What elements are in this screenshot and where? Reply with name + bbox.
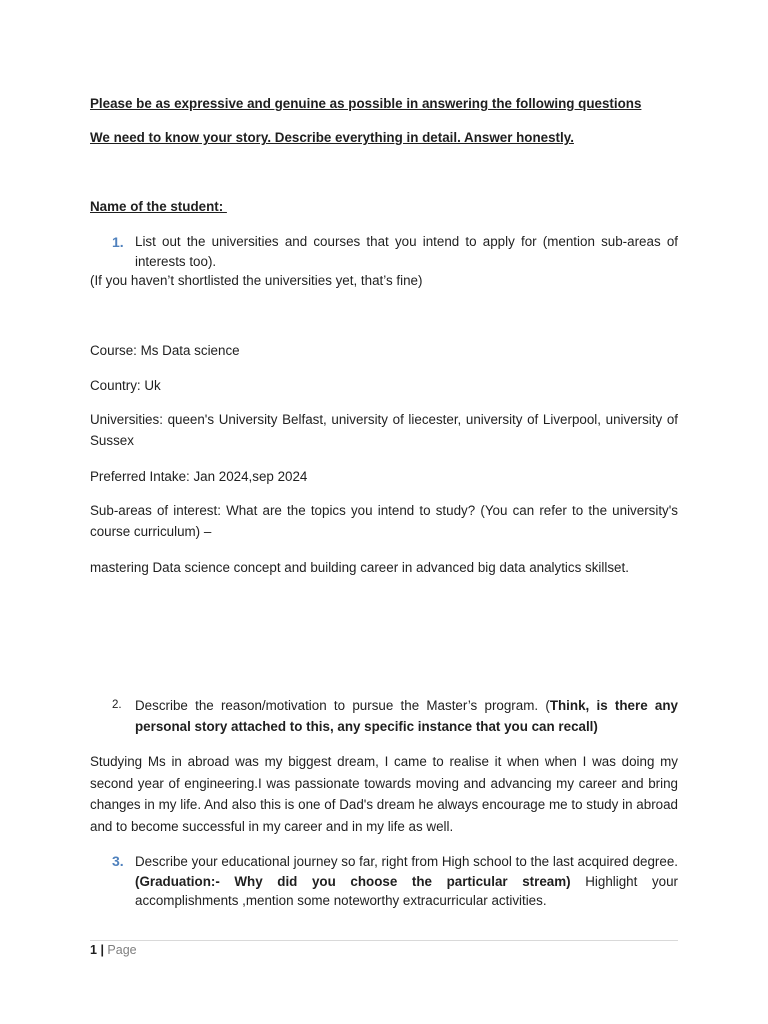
question-1-text: List out the universities and courses that you intend to apply for (mention sub-areas of interests too). — [135, 234, 678, 269]
subareas-prompt: Sub-areas of interest: What are the topics you intend to study? (You can refer to the university's course curriculum) – — [90, 503, 678, 539]
question-2-answer: Studying Ms in abroad was my biggest dream, I came to realise it when when I was doing my second year of engineering.I was passionate towards moving and advancing my career and bring changes in my life. And also this is one of Dad's dream he always encourage me to study in abroad and to become successful in my career and in my life as well. — [90, 754, 678, 834]
page-separator: | — [100, 943, 104, 957]
intake-answer: Preferred Intake: Jan 2024,sep 2024 — [90, 469, 308, 484]
question-3-number: 3. — [112, 853, 124, 869]
page-footer — [90, 943, 137, 957]
page-label: Page — [107, 943, 137, 957]
question-2-number: 2. — [112, 699, 122, 711]
instruction-line-1: Please be as expressive and genuine as possible in answering the following questions — [90, 96, 642, 111]
question-2-text — [135, 695, 678, 737]
question-2-text-bold: Think, is there any personal story attached to this, any specific instance that you can recall) — [135, 698, 678, 734]
question-2-text-plain: Describe the reason/motivation to pursue the Master’s program. ( — [135, 698, 550, 713]
question-1-number: 1. — [112, 234, 124, 250]
question-3 — [90, 852, 678, 911]
universities-answer: Universities: queen's University Belfast, university of liecester, university of Liverpool, university of Sussex — [90, 412, 678, 448]
instruction-line-2: We need to know your story. Describe everything in detail. Answer honestly. — [90, 130, 574, 145]
question-1-note: (If you haven’t shortlisted the universities yet, that’s fine) — [90, 273, 423, 288]
question-3-text — [135, 852, 678, 911]
country-answer: Country: Uk — [90, 378, 161, 393]
footer-divider — [90, 940, 678, 941]
question-3-text-plain-1: Describe your educational journey so far, right from High school to the last acquired degree. — [135, 854, 678, 869]
question-3-text-bold: (Graduation:- Why did you choose the particular stream) — [135, 873, 571, 889]
page-number: 1 — [90, 943, 97, 957]
question-1 — [90, 232, 678, 272]
course-answer: Course: Ms Data science — [90, 343, 240, 358]
student-name-label: Name of the student: — [90, 199, 227, 214]
subareas-answer: mastering Data science concept and building career in advanced big data analytics skillset. — [90, 560, 629, 575]
question-3-text-plain-2: Highlight your accomplishments ,mention some noteworthy extracurricular activities. — [135, 873, 678, 908]
question-2 — [90, 695, 678, 737]
